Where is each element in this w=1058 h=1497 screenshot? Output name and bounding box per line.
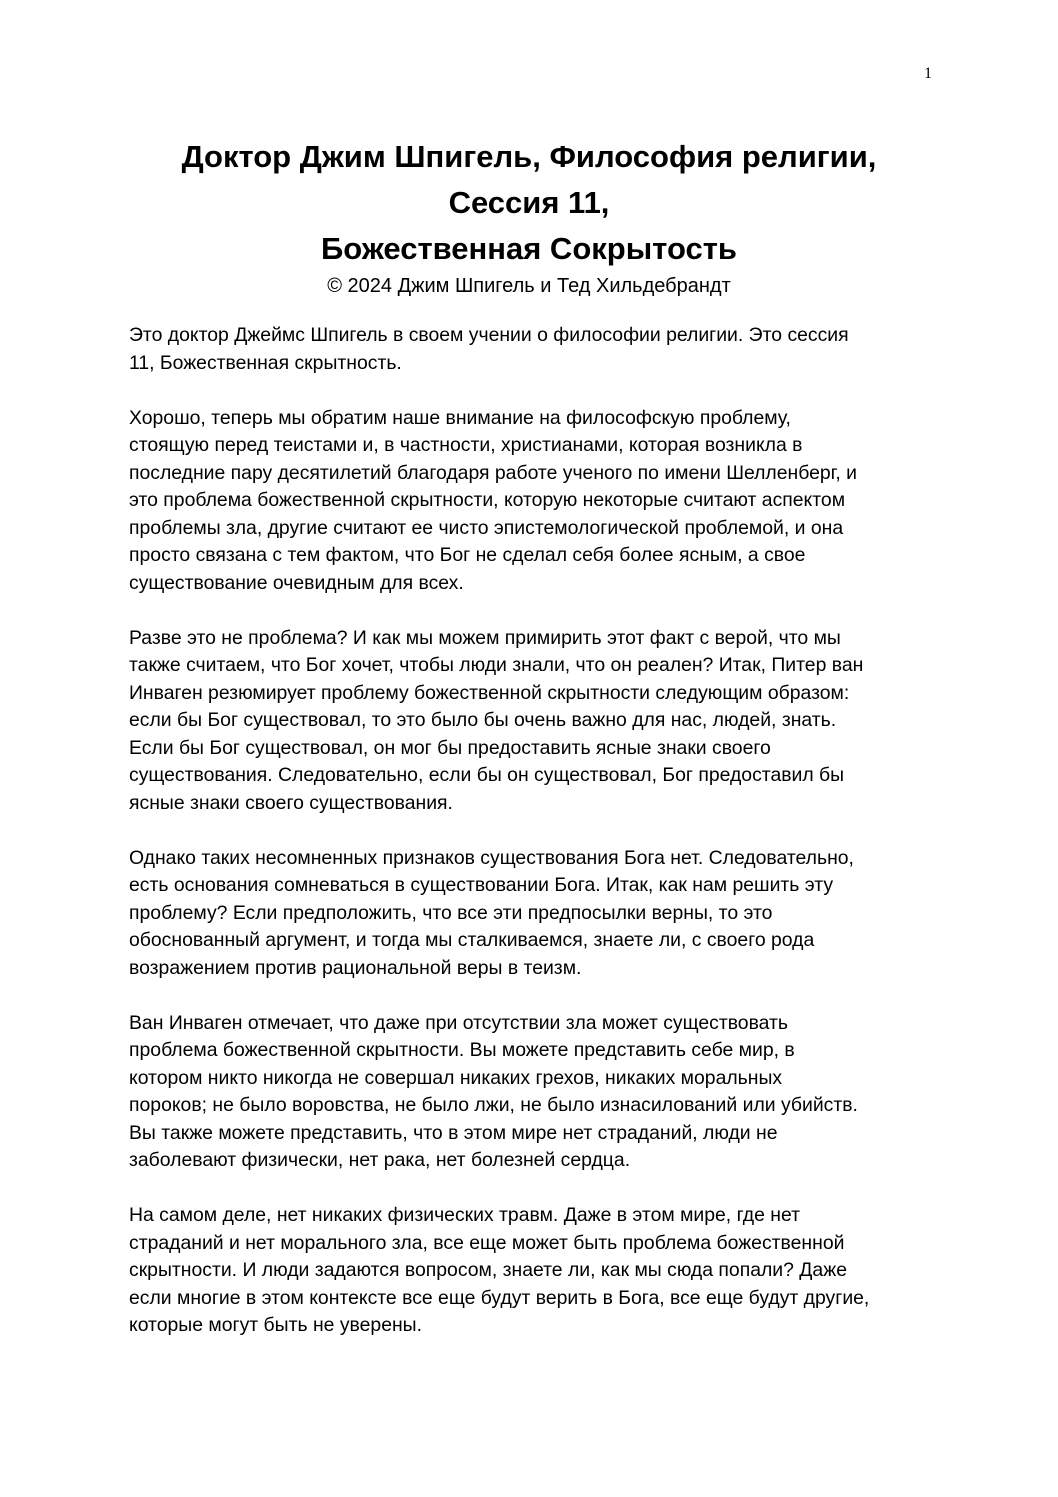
text-line: На самом деле, нет никаких физических травм. Даже в этом мире, где нет	[129, 1204, 800, 1226]
text-line: Если бы Бог существовал, он мог бы предоставить ясные знаки своего	[129, 736, 771, 759]
title-block	[100, 134, 958, 300]
text-line: Хорошо, теперь мы обратим наше внимание на философскую проблему,	[129, 406, 791, 429]
text-line: если многие в этом контексте все еще будут верить в Бога, все еще будут другие,	[129, 1286, 870, 1309]
document-body	[129, 322, 939, 1367]
text-line: стоящую перед теистами и, в частности, христианами, которая возникла в	[129, 434, 803, 456]
text-line: пороков; не было воровства, не было лжи, не было изнасилований или убийств.	[129, 1094, 858, 1116]
page-title-line-3: Божественная Сокрытость	[321, 231, 737, 266]
page-title-line-1: Доктор Джим Шпигель, Философия религии,	[181, 139, 877, 174]
text-line: 11, Божественная скрытность.	[129, 351, 402, 374]
paragraph	[129, 1010, 939, 1175]
text-line: обоснованный аргумент, и тогда мы сталкиваемся, знаете ли, с своего рода	[129, 929, 815, 951]
text-line: которые могут быть не уверены.	[129, 1314, 423, 1336]
text-line: возражением против рациональной веры в теизм.	[129, 956, 582, 979]
text-line: Ван Инваген отмечает, что даже при отсутствии зла может существовать	[129, 1011, 788, 1034]
text-line: последние пару десятилетий благодаря работе ученого по имени Шелленберг, и	[129, 461, 857, 484]
text-line: Это доктор Джеймс Шпигель в своем учении о философии религии. Это сессия	[129, 324, 849, 346]
text-line: существование очевидным для всех.	[129, 571, 464, 594]
text-line: скрытности. И люди задаются вопросом, знаете ли, как мы сюда попали? Даже	[129, 1259, 847, 1281]
text-line: есть основания сомневаться в существовании Бога. Итак, как нам решить эту	[129, 874, 834, 896]
text-line: проблемы зла, другие считают ее чисто эпистемологической проблемой, и она	[129, 516, 844, 539]
text-line: Инваген резюмирует проблему божественной скрытности следующим образом:	[129, 681, 850, 704]
paragraph	[129, 405, 939, 598]
text-line: проблема божественной скрытности. Вы можете представить себе мир, в	[129, 1039, 795, 1061]
text-line: Однако таких несомненных признаков существования Бога нет. Следовательно,	[129, 846, 854, 869]
text-line: если бы Бог существовал, то это было бы очень важно для нас, людей, знать.	[129, 709, 837, 731]
text-line: страданий и нет морального зла, все еще может быть проблема божественной	[129, 1231, 845, 1254]
page-number: 1	[924, 65, 932, 82]
text-line: котором никто никогда не совершал никаких грехов, никаких моральных	[129, 1066, 783, 1089]
text-line: Разве это не проблема? И как мы можем примирить этот факт с верой, что мы	[129, 626, 841, 649]
text-line: также считаем, что Бог хочет, чтобы люди знали, что он реален? Итак, Питер ван	[129, 654, 864, 676]
copyright-line: © 2024 Джим Шпигель и Тед Хильдебрандт	[327, 275, 731, 297]
text-line: ясные знаки своего существования.	[129, 791, 453, 814]
text-line: существования. Следовательно, если бы он существовал, Бог предоставил бы	[129, 764, 845, 786]
text-line: просто связана с тем фактом, что Бог не сделал себя более ясным, а свое	[129, 544, 806, 566]
page-title-line-2: Сессия 11,	[448, 185, 610, 220]
text-line: это проблема божественной скрытности, которую некоторые считают аспектом	[129, 489, 846, 511]
paragraph	[129, 845, 939, 983]
text-line: заболевают физически, нет рака, нет болезней сердца.	[129, 1149, 631, 1171]
paragraph	[129, 625, 939, 818]
text-line: проблему? Если предположить, что все эти предпосылки верны, то это	[129, 901, 773, 924]
paragraph	[129, 1202, 939, 1340]
text-line: Вы также можете представить, что в этом мире нет страданий, люди не	[129, 1121, 778, 1144]
paragraph	[129, 322, 939, 377]
